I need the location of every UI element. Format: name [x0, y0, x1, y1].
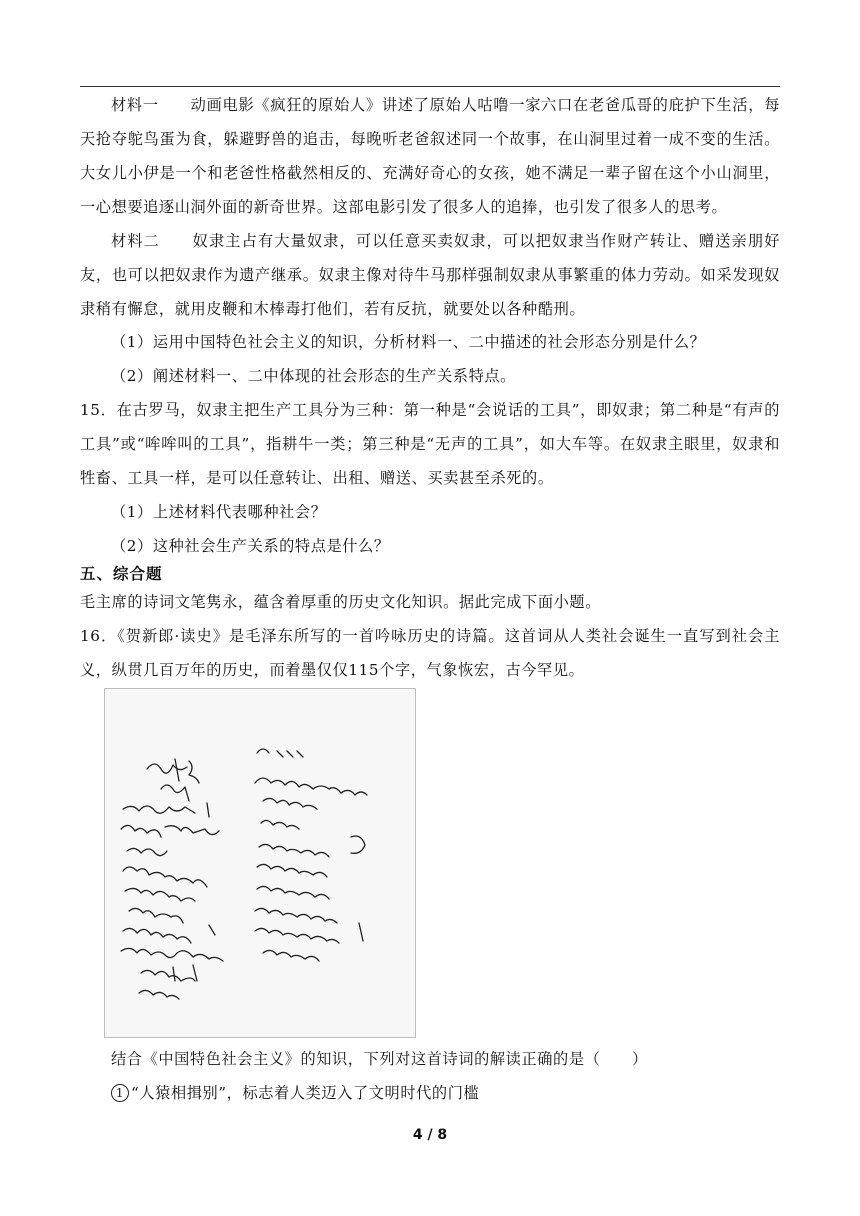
manuscript-image	[104, 688, 416, 1038]
calligraphy-manuscript	[105, 689, 415, 1037]
option-1	[80, 1076, 780, 1110]
question-15-1: （1）上述材料代表哪种社会？	[111, 503, 327, 521]
question-16-stem: 结合《中国特色社会主义》的知识，下列对这首诗词的解读正确的是（ ）	[111, 1050, 648, 1068]
question-14-1: （1）运用中国特色社会主义的知识，分析材料一、二中描述的社会形态分别是什么？	[111, 333, 706, 351]
page-number: 4 / 8	[412, 1127, 448, 1143]
material-1: 材料一 动画电影《疯狂的原始人》讲述了原始人咕噜一家六口在老爸瓜哥的庇护下生活，每天抢夺鸵鸟蛋为食，躲避野兽的追击，每晚听老爸叙述同一个故事，在山洞里过着一成不变的生活。大女儿小伊是一个和老爸性格截然相反的、充满好奇心的女孩，她不满足一辈子留在这个小山洞里，一心想要追逐山洞外面的新奇世界。这部电影引发了很多人的追捧，也引发了很多人的思考。	[80, 96, 780, 216]
question-16: 16．《贺新郎·读史》是毛泽东所写的一首吟咏历史的诗篇。这首词从人类社会诞生一直写到社会主义，纵贯几百万年的历史，而着墨仅仅115个字，气象恢宏，古今罕见。	[80, 627, 780, 679]
section-intro: 毛主席的诗词文笔隽永，蕴含着厚重的历史文化知识。据此完成下面小题。	[80, 593, 601, 611]
question-15: 15．在古罗马，奴隶主把生产工具分为三种：第一种是“会说话的工具”，即奴隶；第二种是“有声的工具”或“哞哞叫的工具”，指耕牛一类；第三种是“无声的工具”，如大车等。在奴隶主眼里，奴隶和牲畜、工具一样，是可以任意转让、出租、赠送、买卖甚至杀死的。	[80, 401, 780, 487]
section-heading: 五、综合题	[80, 565, 163, 583]
question-15-2: （2）这种社会生产关系的特点是什么？	[111, 537, 390, 555]
question-14-2: （2）阐述材料一、二中体现的社会形态的生产关系特点。	[111, 367, 516, 385]
option-1-text: “人猿相揖别”，标志着人类迈入了文明时代的门槛	[131, 1084, 480, 1102]
header-rule	[80, 86, 780, 87]
material-2: 材料二 奴隶主占有大量奴隶，可以任意买卖奴隶，可以把奴隶当作财产转让、赠送亲朋好友，也可以把奴隶作为遗产继承。奴隶主像对待牛马那样强制奴隶从事繁重的体力劳动。如采发现奴隶稍有懈怠，就用皮鞭和木棒毒打他们，若有反抗，就要处以各种酷刑。	[80, 232, 780, 318]
option-1-marker: 1	[111, 1084, 129, 1102]
